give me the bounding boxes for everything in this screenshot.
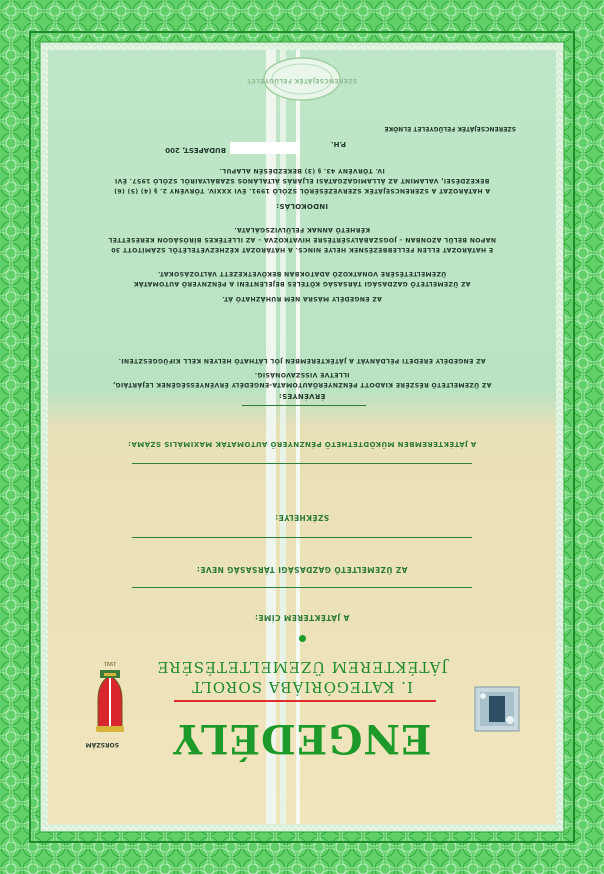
seal-text: SZERENCSEJÁTÉK FELÜGYELET [246, 77, 358, 84]
field-line-headquarters[interactable] [132, 463, 472, 464]
condition-3: AZ ENGEDÉLY EREDETI PÉLDÁNYÁT A JÁTÉKTEREMBEN JÓL LÁTHATÓ HELYEN KELL KIFÜGGESZTENI. [118, 357, 486, 364]
subtitle-line-1: I. KATEGÓRIÁBA SOROLT [191, 678, 413, 696]
field-label-address: A JÁTÉKTEREM CÍME: [254, 613, 350, 622]
serial-label: SORSZÁM [85, 741, 119, 748]
date-field[interactable] [230, 142, 300, 154]
field-line-address[interactable] [132, 587, 472, 588]
document-title: ENGEDÉLY [172, 715, 432, 762]
reasoning-line-1: A HATÁROZAT A SZERENCSEJÁTÉK SZERVEZÉSÉRŐL SZÓLÓ 1991. ÉVI XXXIV. TÖRVÉNY 2. § (4) (5) (6) [113, 187, 491, 194]
coat-of-arms-icon [92, 664, 128, 732]
field-line-company-name[interactable] [132, 537, 472, 538]
reasoning-line-2: BEKEZDÉSEI, VALAMINT AZ ÁLLAMIGAZGATÁSI ELJÁRÁS ÁLTALÁNOS SZABÁLYAIRÓL SZÓLÓ 1957. ÉVI [114, 177, 490, 184]
stamp-label: P.H. [330, 140, 346, 148]
reasoning-line-3: IV. TÖRVÉNY 43. § (3) BEKEZDÉSÉN ALAPUL. [219, 167, 385, 174]
crest-year: 1991 [103, 660, 117, 666]
condition-5: AZ ÜZEMELTETŐ GAZDASÁGI TÁRSASÁG KÖTELES BEJELENTENI A PÉNZNYERŐ AUTOMATÁK ÜZEMELTETÉSÉRE VONATKOZÓ ADATOKBAN BEKÖVETKEZETT VÁLTOZÁSOKAT. [133, 270, 471, 287]
field-label-headquarters: SZÉKHELYE: [274, 513, 330, 522]
subtitle-line-2: JÁTÉKTEREM ÜZEMELTETÉSÉRE [156, 658, 448, 676]
condition-2: ILLETVE VISSZAVONÁSIG. [254, 371, 350, 378]
document-content [48, 50, 556, 824]
field-label-company-name: AZ ÜZEMELTETŐ GAZDASÁGI TÁRSASÁG NEVE: [196, 565, 408, 574]
red-rule [174, 700, 436, 702]
place-date: BUDAPEST, 200 [165, 146, 226, 154]
field-label-max-machines: A JÁTÉKTEREMBEN MŰKÖDTETHETŐ PÉNZNYERŐ AUTOMATÁK MAXIMÁLIS SZÁMA: [127, 440, 477, 448]
hologram-icon [474, 686, 520, 732]
condition-1: AZ ÜZEMELTETŐ RÉSZÉRE KIADOTT PÉNZNYERŐAUTOMATA-ENGEDÉLY ÉRVÉNYESSÉGÉNEK LEJÁRTÁIG, [112, 381, 492, 388]
condition-6: E HATÁROZAT ELLEN FELLEBBEZÉSNEK HELYE NINCS. A HATÁROZAT KÉZHEZVÉTELÉTŐL SZÁMÍTOTT 30 NAPON BELÜL AZONBAN – JOGSZABÁLYSÉRTÉSRE HIVATKOZVA – AZ ILLETÉKES BÍRÓSÁGON KERESETTEL KÉRHETŐ ANNAK FELÜLVIZSGÁLATA. [108, 226, 496, 253]
condition-4: AZ ENGEDÉLY MÁSRA NEM RUHÁZHATÓ ÁT. [222, 295, 382, 302]
signatory: SZERENCSEJÁTÉK FELÜGYELET ELNÖKE [384, 125, 516, 132]
field-line-max-machines[interactable] [242, 405, 366, 406]
reasoning-label: INDOKOLÁS: [276, 202, 329, 210]
validity-label: ÉRVÉNYES: [278, 392, 326, 400]
bullet-dot [299, 635, 306, 642]
